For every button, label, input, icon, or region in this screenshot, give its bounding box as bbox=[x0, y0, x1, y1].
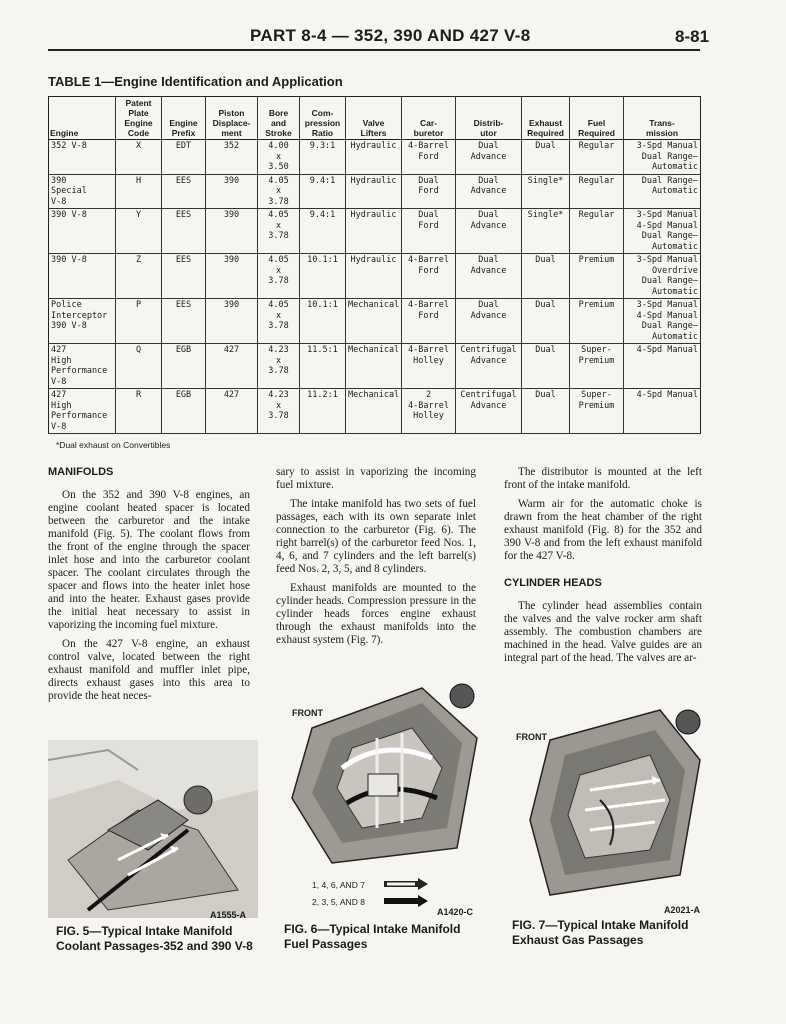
table-cell: R bbox=[116, 389, 162, 434]
table-cell: 352 bbox=[206, 140, 258, 175]
table-cell: Premium bbox=[570, 254, 624, 299]
table-cell: Dual bbox=[522, 299, 570, 344]
paragraph: On the 352 and 390 V-8 engines, an engine coolant heated spacer is located between the carburetor and the intake manifold (Fig. 5). The coolant flows from the front of the engine through the spacer inlet hose and into the carburetor coolant spacer. The coolant circulates through the spacer and flows into the heater inlet hose and into the heater. Exhaust gases provide the initial heat necessary to assist in vaporizing the incoming fuel mixture. bbox=[48, 489, 250, 631]
table-row bbox=[49, 389, 701, 434]
table-cell: Dual Advance bbox=[456, 209, 522, 254]
table-cell: 427 bbox=[206, 389, 258, 434]
table-cell: Dual bbox=[522, 254, 570, 299]
table-cell: 2 4-Barrel Holley bbox=[402, 389, 456, 434]
table-cell: Dual Advance bbox=[456, 299, 522, 344]
table-cell: 4-Spd Manual bbox=[624, 389, 701, 434]
table-cell: 4.05 x 3.78 bbox=[258, 299, 300, 344]
table-column-header: Distrib- utor bbox=[456, 97, 522, 140]
table-footnote: *Dual exhaust on Convertibles bbox=[56, 440, 171, 450]
table-cell: 390 V-8 bbox=[49, 209, 116, 254]
table-cell: 10.1:1 bbox=[300, 254, 346, 299]
table-cell: Hydraulic bbox=[346, 209, 402, 254]
table-cell: EES bbox=[162, 254, 206, 299]
paragraph: sary to assist in vaporizing the incoming fuel mixture. bbox=[276, 466, 476, 491]
table-column-header: Fuel Required bbox=[570, 97, 624, 140]
table-cell: Centrifugal Advance bbox=[456, 344, 522, 389]
table-cell: 4.23 x 3.78 bbox=[258, 389, 300, 434]
table-cell: 390 bbox=[206, 174, 258, 209]
table-row bbox=[49, 140, 701, 175]
table-row bbox=[49, 209, 701, 254]
table-cell: Z bbox=[116, 254, 162, 299]
fig6-legend-2-arrow bbox=[384, 895, 428, 907]
table-cell: EDT bbox=[162, 140, 206, 175]
table-cell: Regular bbox=[570, 140, 624, 175]
table-cell: Dual Ford bbox=[402, 174, 456, 209]
fig6-legend-1-arrow bbox=[384, 878, 428, 890]
fig6-legend-1: 1, 4, 6, AND 7 bbox=[312, 880, 365, 890]
text-column-3 bbox=[504, 466, 702, 671]
paragraph: The distributor is mounted at the left front of the intake manifold. bbox=[504, 466, 702, 491]
table-cell: 9.4:1 bbox=[300, 174, 346, 209]
table-column-header: Exhaust Required bbox=[522, 97, 570, 140]
section-heading-cylinder-heads: CYLINDER HEADS bbox=[504, 577, 602, 589]
table-row bbox=[49, 174, 701, 209]
table-cell: 427 High Performance V-8 bbox=[49, 344, 116, 389]
table-cell: 4.05 x 3.78 bbox=[258, 209, 300, 254]
paragraph: Warm air for the automatic choke is drawn from the heat chamber of the right exhaust manifold (Fig. 8) for the 352 and 390 V-8 and from the left exhaust manifold for the 427 V-8. bbox=[504, 498, 702, 562]
table-cell: Hydraulic bbox=[346, 254, 402, 299]
table-cell: Y bbox=[116, 209, 162, 254]
table-title: TABLE 1—Engine Identification and Application bbox=[48, 74, 343, 89]
table-cell: 390 Special V-8 bbox=[49, 174, 116, 209]
table-cell: Dual bbox=[522, 389, 570, 434]
table-cell: H bbox=[116, 174, 162, 209]
fig5-id: A1555-A bbox=[210, 910, 247, 920]
paragraph: Exhaust manifolds are mounted to the cylinder heads. Compression pressure in the cylinder heads forces engine exhaust through the exhaust manifolds into the exhaust system (Fig. 7). bbox=[276, 582, 476, 646]
paragraph: On the 427 V-8 engine, an exhaust control valve, located between the right exhaust manifold and muffler inlet pipe, directs exhaust gases into this area to provide the heat neces- bbox=[48, 638, 250, 702]
table-cell: Premium bbox=[570, 299, 624, 344]
table-cell: Centrifugal Advance bbox=[456, 389, 522, 434]
table-row bbox=[49, 299, 701, 344]
table-column-header: Patent Plate Engine Code bbox=[116, 97, 162, 140]
table-cell: Mechanical bbox=[346, 299, 402, 344]
table-cell: 390 V-8 bbox=[49, 254, 116, 299]
table-row bbox=[49, 254, 701, 299]
table-cell: Q bbox=[116, 344, 162, 389]
fig7-illustration bbox=[510, 700, 705, 900]
table-cell: 11.5:1 bbox=[300, 344, 346, 389]
table-cell: 10.1:1 bbox=[300, 299, 346, 344]
fig7-front-label: FRONT bbox=[516, 732, 547, 742]
table-cell: 352 V-8 bbox=[49, 140, 116, 175]
fig6-illustration bbox=[282, 678, 482, 868]
table-cell: 11.2:1 bbox=[300, 389, 346, 434]
table-cell: 4.05 x 3.78 bbox=[258, 254, 300, 299]
fig7-id: A2021-A bbox=[664, 905, 701, 915]
table-cell: 4.05 x 3.78 bbox=[258, 174, 300, 209]
fig5-illustration bbox=[48, 740, 258, 918]
table-cell: 3-Spd Manual 4-Spd Manual Dual Range— Automatic bbox=[624, 299, 701, 344]
table-cell: 390 bbox=[206, 209, 258, 254]
table-cell: Dual Advance bbox=[456, 254, 522, 299]
page-number: 8-81 bbox=[675, 27, 710, 46]
table-cell: Regular bbox=[570, 174, 624, 209]
table-cell: 390 bbox=[206, 254, 258, 299]
table-column-header: Piston Displace- ment bbox=[206, 97, 258, 140]
header-rule bbox=[48, 49, 700, 51]
table-cell: Dual Ford bbox=[402, 209, 456, 254]
table-cell: 4-Barrel Holley bbox=[402, 344, 456, 389]
engine-identification-table bbox=[48, 96, 701, 434]
table-cell: Dual Advance bbox=[456, 140, 522, 175]
table-cell: 4.23 x 3.78 bbox=[258, 344, 300, 389]
table-cell: 4-Barrel Ford bbox=[402, 254, 456, 299]
fig6-caption: FIG. 6—Typical Intake Manifold Fuel Passages bbox=[284, 922, 461, 951]
page-header-title: PART 8-4 — 352, 390 AND 427 V-8 bbox=[250, 26, 531, 45]
table-cell: 4-Spd Manual bbox=[624, 344, 701, 389]
fig6-front-label: FRONT bbox=[292, 708, 323, 718]
table-cell: Super- Premium bbox=[570, 389, 624, 434]
paragraph: The intake manifold has two sets of fuel passages, each with its own separate inlet connection to the carburetor (Fig. 6). The right barrel(s) of the carburetor feed Nos. 1, 4, 6, and 7 cylinders and the left barrel(s) feed Nos. 2, 3, 5, and 8 cylinders. bbox=[276, 498, 476, 575]
fig6-id: A1420-C bbox=[437, 907, 474, 917]
table-column-header: Car- buretor bbox=[402, 97, 456, 140]
section-heading-manifolds: MANIFOLDS bbox=[48, 466, 114, 478]
table-cell: Hydraulic bbox=[346, 174, 402, 209]
table-cell: 4-Barrel Ford bbox=[402, 140, 456, 175]
table-cell: 427 bbox=[206, 344, 258, 389]
table-cell: Single* bbox=[522, 209, 570, 254]
table-cell: Single* bbox=[522, 174, 570, 209]
table-cell: Super- Premium bbox=[570, 344, 624, 389]
table-cell: Dual bbox=[522, 140, 570, 175]
table-cell: Mechanical bbox=[346, 389, 402, 434]
fig7-caption: FIG. 7—Typical Intake Manifold Exhaust Gas Passages bbox=[512, 918, 689, 947]
table-cell: 3-Spd Manual Overdrive Dual Range— Automatic bbox=[624, 254, 701, 299]
table-row bbox=[49, 344, 701, 389]
table-cell: P bbox=[116, 299, 162, 344]
table-cell: 390 bbox=[206, 299, 258, 344]
text-column-1 bbox=[48, 466, 250, 709]
table-column-header: Engine bbox=[49, 97, 116, 140]
paragraph: The cylinder head assemblies contain the valves and the valve rocker arm shaft assembly. The combustion chambers are machined in the head. Valve guides are an integral part of the head. The valves are ar- bbox=[504, 600, 702, 664]
table-cell: Regular bbox=[570, 209, 624, 254]
table-cell: EGB bbox=[162, 389, 206, 434]
table-cell: EES bbox=[162, 209, 206, 254]
table-cell: 3-Spd Manual Dual Range— Automatic bbox=[624, 140, 701, 175]
table-cell: 3-Spd Manual 4-Spd Manual Dual Range— Automatic bbox=[624, 209, 701, 254]
table-cell: 427 High Performance V-8 bbox=[49, 389, 116, 434]
table-column-header: Engine Prefix bbox=[162, 97, 206, 140]
table-cell: Dual bbox=[522, 344, 570, 389]
text-column-2 bbox=[276, 466, 476, 653]
table-cell: 9.4:1 bbox=[300, 209, 346, 254]
fig6-legend-2: 2, 3, 5, AND 8 bbox=[312, 897, 365, 907]
table-cell: EGB bbox=[162, 344, 206, 389]
fig5-caption: FIG. 5—Typical Intake Manifold Coolant Passages-352 and 390 V-8 bbox=[56, 924, 253, 953]
table-cell: Hydraulic bbox=[346, 140, 402, 175]
table-cell: Police Interceptor 390 V-8 bbox=[49, 299, 116, 344]
table-cell: EES bbox=[162, 299, 206, 344]
table-column-header: Trans- mission bbox=[624, 97, 701, 140]
table-cell: EES bbox=[162, 174, 206, 209]
table-cell: X bbox=[116, 140, 162, 175]
table-cell: Dual Advance bbox=[456, 174, 522, 209]
table-cell: Mechanical bbox=[346, 344, 402, 389]
table-cell: Dual Range— Automatic bbox=[624, 174, 701, 209]
table-column-header: Bore and Stroke bbox=[258, 97, 300, 140]
table-cell: 9.3:1 bbox=[300, 140, 346, 175]
table-cell: 4.00 x 3.50 bbox=[258, 140, 300, 175]
table-column-header: Com- pression Ratio bbox=[300, 97, 346, 140]
table-cell: 4-Barrel Ford bbox=[402, 299, 456, 344]
table-column-header: Valve Lifters bbox=[346, 97, 402, 140]
